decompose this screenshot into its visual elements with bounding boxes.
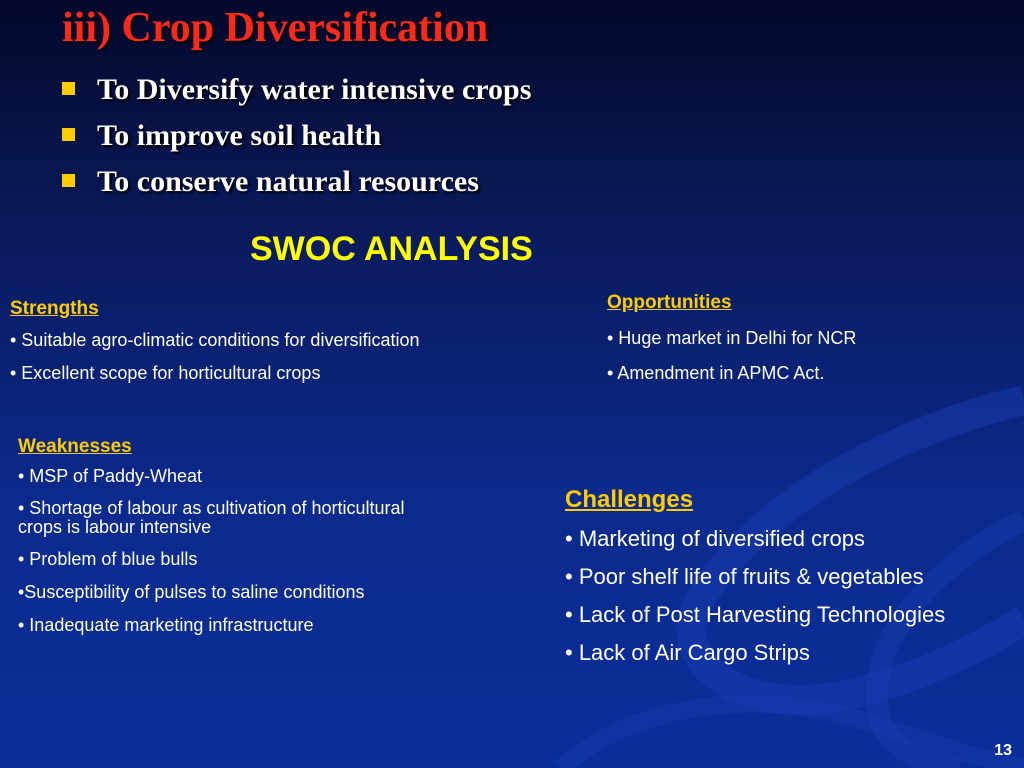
challenges-item: • Marketing of diversified crops [565,526,865,551]
bullet-item [62,70,531,116]
page-number: 13 [994,742,1012,759]
objective-bullet-list [62,70,531,208]
strengths-section [10,298,419,384]
opportunities-heading: Opportunities [607,292,732,313]
slide-title: iii) Crop Diversification [62,5,489,51]
weaknesses-item: •Susceptibility of pulses to saline conditions [18,582,365,602]
bullet-text: To improve soil health [97,119,382,152]
square-bullet-icon [62,174,75,187]
weaknesses-item: • Inadequate marketing infrastructure [18,615,314,635]
opportunities-item: • Huge market in Delhi for NCR [607,328,857,348]
bullet-item [62,116,531,162]
bullet-text: To Diversify water intensive crops [97,73,532,106]
challenges-section [565,486,945,666]
weaknesses-heading: Weaknesses [18,436,132,457]
weaknesses-section [18,436,408,636]
bullet-text: To conserve natural resources [97,165,479,198]
challenges-item: • Poor shelf life of fruits & vegetables [565,564,924,589]
challenges-item: • Lack of Post Harvesting Technologies [565,602,946,627]
strengths-item: • Excellent scope for horticultural crops [10,363,321,383]
strengths-item: • Suitable agro-climatic conditions for diversification [10,330,420,350]
challenges-heading: Challenges [565,486,694,513]
square-bullet-icon [62,82,75,95]
strengths-heading: Strengths [10,298,99,319]
opportunities-item: • Amendment in APMC Act. [607,363,825,383]
swoc-heading: SWOC ANALYSIS [250,230,533,268]
weaknesses-item: • Shortage of labour as cultivation of horticultural crops is labour intensive [18,498,405,537]
square-bullet-icon [62,128,75,141]
challenges-item: • Lack of Air Cargo Strips [565,640,810,665]
opportunities-section [607,292,856,384]
bullet-item [62,162,531,208]
weaknesses-item: • Problem of blue bulls [18,549,198,569]
weaknesses-item: • MSP of Paddy-Wheat [18,466,203,486]
